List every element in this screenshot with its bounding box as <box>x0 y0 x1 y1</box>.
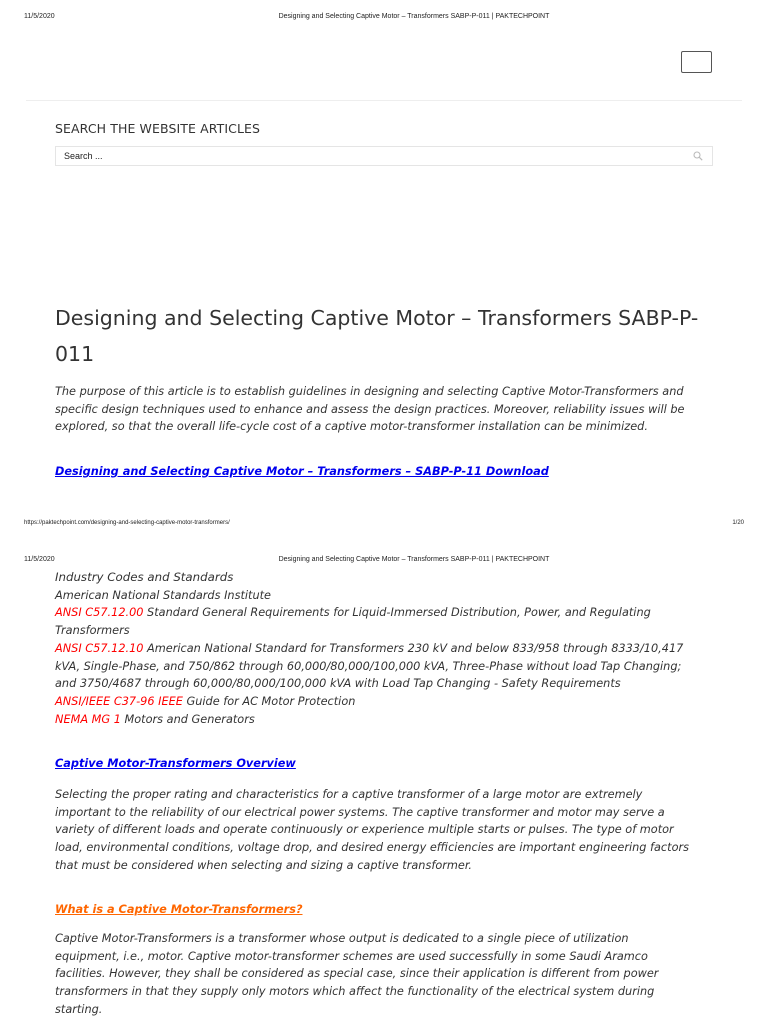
overview-line: important to the reliability of our electrical power systems. The captive transformer and motor may serve a <box>55 805 665 819</box>
print-title: Designing and Selecting Captive Motor – Transformers SABP-P-011 | PAKTECHPOINT <box>278 556 550 563</box>
codes-org: American National Standards Institute <box>55 588 271 602</box>
standard-code: ANSI C57.12.10 <box>55 641 144 655</box>
divider <box>26 100 742 101</box>
standard-text-cont: and 3750/4687 through 60,000/80,000/100,000 kVA with Load Tap Changing - Safety Requirements <box>55 677 621 691</box>
print-date: 11/5/2020 <box>24 13 55 20</box>
search-icon[interactable] <box>693 151 703 161</box>
standard-item <box>55 640 715 658</box>
standard-code: NEMA MG 1 <box>55 712 121 726</box>
what-is-line: transformers in that they supply only motors which affect the functionality of the electrical system during <box>55 985 655 999</box>
article-title: Designing and Selecting Captive Motor – Transformers SABP-P-011 <box>55 306 699 366</box>
search-form <box>55 146 713 166</box>
download-paragraph <box>55 461 715 481</box>
overview-line: load, environmental conditions, voltage drop, and desired energy efficiencies are important engineering factors <box>55 841 690 855</box>
what-is-line: facilities. However, they shall be considered as special case, since their application is different from power <box>55 967 659 981</box>
print-date: 11/5/2020 <box>24 556 55 563</box>
standard-item <box>55 693 715 711</box>
standard-text: Motors and Generators <box>120 712 255 726</box>
standard-code: ANSI/IEEE C37-96 IEEE <box>55 694 183 708</box>
print-title: Designing and Selecting Captive Motor – Transformers SABP-P-011 | PAKTECHPOINT <box>278 13 550 20</box>
overview-paragraph <box>55 786 715 875</box>
article-intro <box>55 383 715 436</box>
overview-heading <box>55 753 715 773</box>
codes-heading: Industry Codes and Standards <box>55 570 234 584</box>
standard-text: Standard General Requirements for Liquid-Immersed Distribution, Power, and Regulating <box>143 606 651 620</box>
overview-line: Selecting the proper rating and characteristics for a captive transformer of a large motor are extremely <box>55 788 643 801</box>
standard-text: American National Standard for Transformers 230 kV and below 833/958 through 8333/10,417 <box>143 641 684 655</box>
what-is-line: starting. <box>55 1002 103 1016</box>
standard-item <box>55 711 715 729</box>
what-is-heading <box>55 899 715 919</box>
print-url: https://paktechpoint.com/designing-and-selecting-captive-motor-transformers/ <box>24 520 230 526</box>
standard-item <box>55 604 715 622</box>
menu-toggle-button[interactable] <box>681 51 712 73</box>
overview-line: that must be considered when selecting and sizing a captive transformer. <box>55 858 473 872</box>
standard-text-cont: Transformers <box>55 624 130 638</box>
standard-code: ANSI C57.12.00 <box>55 606 144 620</box>
overview-link[interactable]: Captive Motor-Transformers Overview <box>55 757 296 770</box>
search-input[interactable] <box>56 147 684 165</box>
intro-line: explored, so that the overall life-cycle cost of a captive motor-transformer installation can be minimized. <box>55 420 648 434</box>
standard-text-cont: kVA, Single-Phase, and 750/862 through 60,000/80,000/100,000 kVA, Three-Phase without load Tap Changing; <box>55 659 682 673</box>
codes-section <box>55 569 715 728</box>
what-is-line: Captive Motor-Transformers is a transformer whose output is dedicated to a single piece of utilization <box>55 932 629 945</box>
search-widget-title: SEARCH THE WEBSITE ARTICLES <box>55 121 261 136</box>
download-link[interactable]: Designing and Selecting Captive Motor – Transformers – SABP-P-11 Download <box>55 465 549 478</box>
standard-text: Guide for AC Motor Protection <box>182 694 356 708</box>
page-number: 1/20 <box>732 520 744 526</box>
what-is-paragraph <box>55 930 715 1019</box>
overview-line: variety of different loads and operate continuously or experience multiple starts or pulses. The type of motor <box>55 823 674 837</box>
what-is-link[interactable]: What is a Captive Motor-Transformers? <box>55 903 303 916</box>
intro-line: The purpose of this article is to establish guidelines in designing and selecting Captive Motor-Transformers and <box>55 385 684 398</box>
what-is-line: equipment, i.e., motor. Captive motor-transformer schemes are used successfully in some Saudi Aramco <box>55 949 648 963</box>
intro-line: specific design techniques used to enhance and assess the design practices. Moreover, reliability issues will be <box>55 402 685 416</box>
